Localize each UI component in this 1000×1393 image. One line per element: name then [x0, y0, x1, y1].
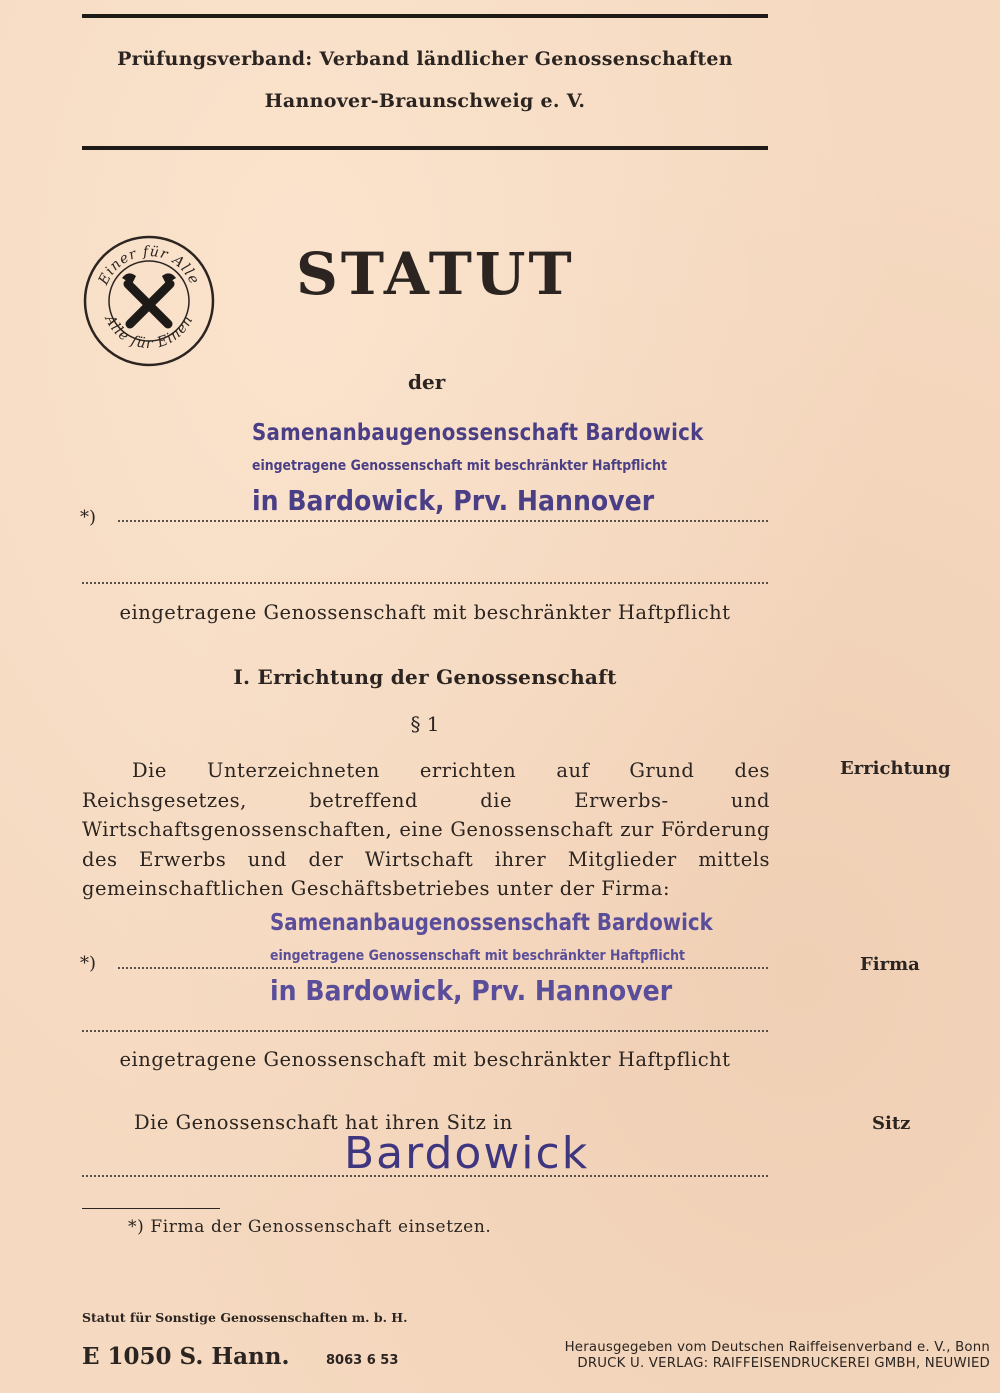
- firm-stamp-line-3: in Bardowick, Prv. Hannover: [252, 484, 655, 517]
- seal-bottom-text: Alle für Einen: [101, 312, 197, 353]
- svg-text:Alle für Einen: [100, 311, 196, 352]
- firm-stamp-2-line-2: eingetragene Genossenschaft mit beschränkter Haftpflicht: [270, 948, 685, 964]
- margin-label-errichtung: Errichtung: [840, 758, 951, 779]
- firma-field-line-1: [118, 967, 768, 969]
- firm-stamp-line-1: Samenanbaugenossenschaft Bardowick: [252, 420, 704, 446]
- firm-stamp-2-line-3: in Bardowick, Prv. Hannover: [270, 974, 673, 1007]
- statut-type: Statut für Sonstige Genossenschaften m. b. H.: [82, 1310, 408, 1325]
- footnote-rule: [82, 1208, 220, 1209]
- paragraph-sign: § 1: [410, 712, 440, 736]
- sitz-sentence: Die Genossenschaft hat ihren Sitz in: [134, 1111, 513, 1134]
- asterisk-marker-2: *): [80, 953, 97, 974]
- footnote-text: *) Firma der Genossenschaft einsetzen.: [128, 1217, 492, 1237]
- header-bottom-rule: [82, 146, 768, 150]
- publisher-line-1: Herausgegeben vom Deutschen Raiffeisenverband e. V., Bonn: [564, 1340, 990, 1355]
- section-heading: I. Errichtung der Genossenschaft: [233, 665, 617, 689]
- seal-top-text: Einer für Alle: [95, 243, 203, 288]
- sitz-stamp: Bardowick: [344, 1128, 590, 1179]
- name-field-line-2: [82, 582, 768, 584]
- sitz-field-line: [82, 1175, 768, 1177]
- legal-form-text: eingetragene Genossenschaft mit beschränkter Haftpflicht: [119, 601, 731, 624]
- raiffeisen-seal-icon: [82, 234, 216, 368]
- document-title: STATUT: [296, 240, 575, 308]
- publisher-line-2: DRUCK U. VERLAG: RAIFFEISENDRUCKEREI GMBH, NEUWIED: [577, 1356, 990, 1371]
- paragraph-1-text: Die Unterzeichneten errichten auf Grund des Reichsgesetzes, betreffend die Erwerbs- und Wirtschaftsgenossenschaften, eine Genossenschaft zur Förderung des Erwerbs und der Wirtschaft ihrer Mitglieder mittels gemeinschaftlichen Geschäftsbetriebes unter der Firma:: [82, 759, 770, 900]
- margin-label-sitz: Sitz: [872, 1113, 911, 1134]
- form-number: E 1050 S. Hann.: [82, 1343, 290, 1370]
- firm-stamp-line-2: eingetragene Genossenschaft mit beschränkter Haftpflicht: [252, 458, 667, 474]
- asterisk-marker-1: *): [80, 507, 97, 528]
- top-rule: [82, 14, 768, 18]
- header-line-1: Prüfungsverband: Verband ländlicher Genossenschaften: [117, 48, 733, 70]
- print-code: 8063 6 53: [326, 1353, 399, 1368]
- header-line-2: Hannover-Braunschweig e. V.: [264, 90, 586, 112]
- der-label: der: [408, 370, 446, 394]
- legal-form-text-2: eingetragene Genossenschaft mit beschränkter Haftpflicht: [119, 1048, 731, 1071]
- firma-field-line-2: [82, 1030, 768, 1032]
- margin-label-firma: Firma: [860, 954, 920, 975]
- name-field-line-1: [118, 520, 768, 522]
- firm-stamp-2-line-1: Samenanbaugenossenschaft Bardowick: [270, 910, 713, 936]
